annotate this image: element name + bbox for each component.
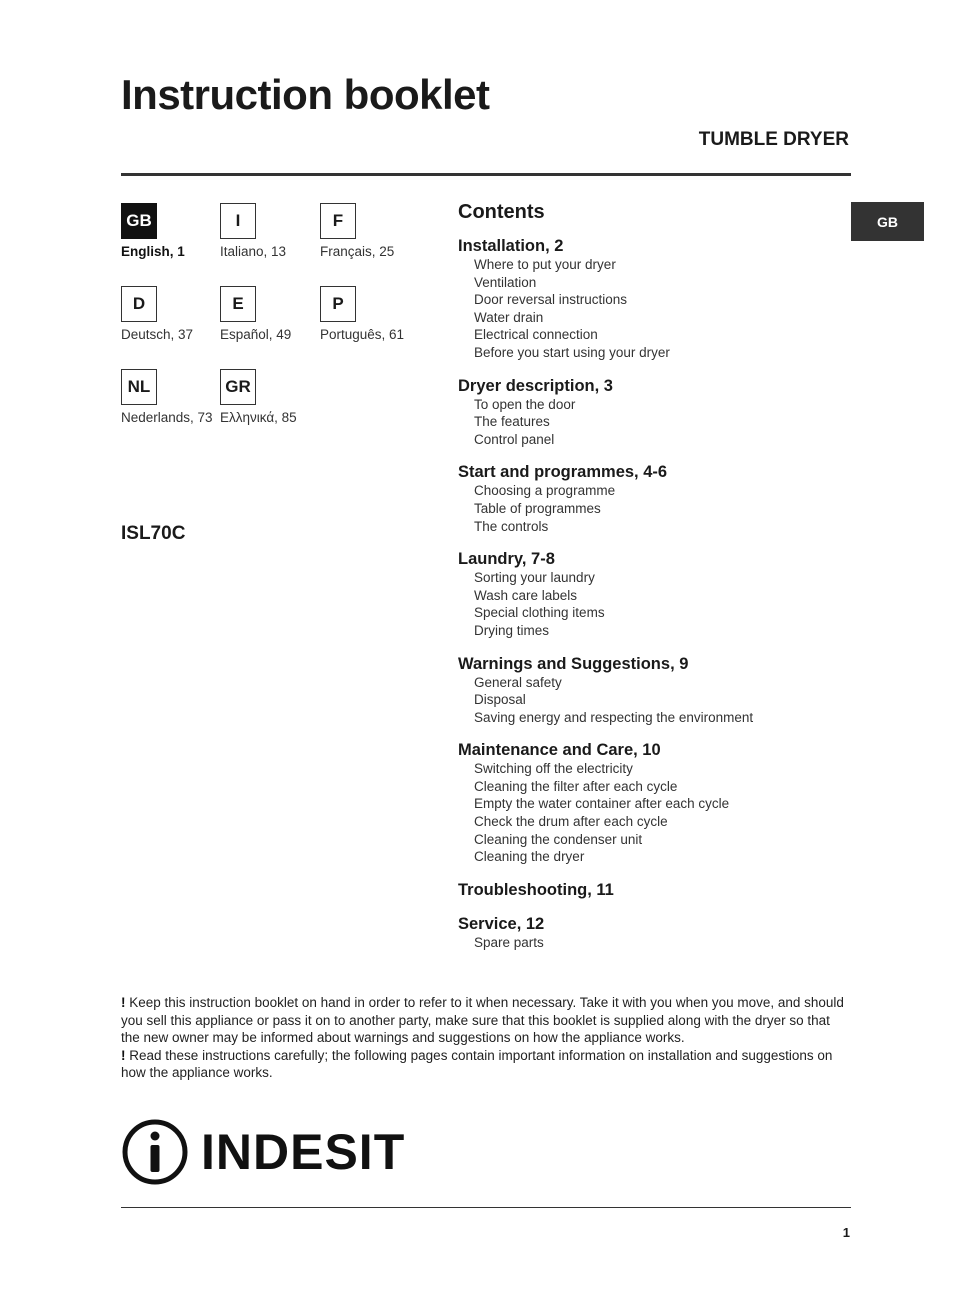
language-code-box: GB [121, 203, 157, 239]
section-item[interactable]: Choosing a programme [474, 483, 616, 499]
language-entry-p[interactable] [320, 286, 430, 343]
language-name: Deutsch, 37 [121, 327, 194, 342]
section-item[interactable]: Electrical connection [474, 327, 598, 343]
note-paragraph [121, 1047, 851, 1082]
language-code-box: I [220, 203, 256, 239]
language-code-box: GR [220, 369, 256, 405]
section-item[interactable]: Control panel [474, 431, 555, 447]
language-code-box: P [320, 286, 356, 322]
language-entry-gb[interactable] [121, 203, 231, 260]
language-entry-e[interactable] [220, 286, 330, 343]
contents-section [458, 654, 848, 727]
safety-notes [121, 994, 851, 1082]
contents-section [458, 236, 848, 362]
section-title[interactable]: Service, 12 [458, 914, 545, 933]
language-name: Ελληνικά, 85 [220, 410, 297, 425]
section-item[interactable]: To open the door [474, 396, 576, 412]
footer-divider [121, 1207, 851, 1208]
language-entry-d[interactable] [121, 286, 231, 343]
exclamation-mark: ! [121, 1047, 126, 1063]
section-item[interactable]: Where to put your dryer [474, 257, 616, 272]
language-name: Nederlands, 73 [121, 410, 213, 425]
language-name: Français, 25 [320, 244, 395, 259]
section-title[interactable]: Troubleshooting, 11 [458, 880, 614, 899]
section-item[interactable]: Table of programmes [474, 500, 601, 516]
section-item[interactable]: Door reversal instructions [474, 292, 628, 308]
language-entry-nl[interactable] [121, 369, 231, 426]
table-of-contents [458, 200, 848, 965]
exclamation-mark: ! [121, 995, 126, 1010]
page-title: Instruction booklet [121, 71, 490, 118]
contents-section [458, 914, 848, 952]
language-code-box: E [220, 286, 256, 322]
section-item[interactable]: Switching off the electricity [474, 761, 633, 777]
contents-section [458, 740, 848, 866]
language-side-tab: GB [851, 202, 924, 241]
language-code-box: D [121, 286, 157, 322]
contents-section [458, 376, 848, 449]
contents-section [458, 880, 848, 900]
section-item[interactable]: Empty the water container after each cycle [474, 796, 730, 812]
indesit-logo-icon [121, 1118, 191, 1186]
section-item[interactable]: The features [474, 414, 550, 430]
section-title[interactable]: Installation, 2 [458, 237, 564, 255]
section-item[interactable]: Special clothing items [474, 605, 605, 621]
note-text: Read these instructions carefully; the following pages contain important information on installation and suggestions on how the appliance works. [121, 1047, 833, 1081]
language-entry-gr[interactable] [220, 369, 330, 426]
section-item[interactable]: General safety [474, 674, 562, 690]
section-title[interactable]: Warnings and Suggestions, 9 [458, 654, 689, 673]
language-name: Español, 49 [220, 327, 292, 342]
section-item[interactable]: Ventilation [474, 274, 537, 290]
section-item[interactable]: Cleaning the condenser unit [474, 831, 643, 847]
brand-logo [121, 1118, 406, 1186]
section-item[interactable]: Before you start using your dryer [474, 344, 670, 360]
section-item[interactable]: Sorting your laundry [474, 570, 595, 586]
contents-heading: Contents [458, 201, 545, 223]
section-item[interactable]: Check the drum after each cycle [474, 814, 668, 830]
section-title[interactable]: Laundry, 7-8 [458, 550, 555, 569]
section-title[interactable]: Maintenance and Care, 10 [458, 741, 661, 760]
section-item[interactable]: Saving energy and respecting the environment [474, 709, 754, 725]
logo-wordmark: INDESIT [201, 1124, 406, 1180]
section-item[interactable]: Spare parts [474, 934, 544, 950]
section-item[interactable]: Drying times [474, 622, 550, 638]
section-title[interactable]: Dryer description, 3 [458, 376, 613, 395]
page-number: 1 [842, 1225, 850, 1240]
section-item[interactable]: The controls [474, 518, 549, 534]
model-number: ISL70C [121, 523, 186, 544]
contents-section [458, 549, 848, 639]
section-item[interactable]: Cleaning the dryer [474, 849, 585, 865]
language-name: Italiano, 13 [220, 244, 287, 259]
language-code-box: F [320, 203, 356, 239]
section-title[interactable]: Start and programmes, 4-6 [458, 463, 668, 482]
language-entry-f[interactable] [320, 203, 430, 260]
language-name: Português, 61 [320, 327, 405, 342]
note-text: Keep this instruction booklet on hand in order to refer to it when necessary. Take it with you when you move, and should you sell this appliance or pass it on to another party, make sure that this booklet is supplied along with the dryer so that the new owner may be informed about warnings and suggestions on how the appliance works. [121, 995, 844, 1046]
product-type: TUMBLE DRYER [698, 129, 849, 150]
section-item[interactable]: Wash care labels [474, 587, 578, 603]
section-item[interactable]: Water drain [474, 309, 544, 325]
section-item[interactable]: Cleaning the filter after each cycle [474, 778, 678, 794]
section-item[interactable]: Disposal [474, 692, 526, 708]
note-paragraph [121, 994, 851, 1047]
contents-section [458, 462, 848, 535]
language-code-box: NL [121, 369, 157, 405]
language-name: English, 1 [121, 244, 185, 259]
language-entry-i[interactable] [220, 203, 330, 260]
header-divider [121, 173, 851, 176]
